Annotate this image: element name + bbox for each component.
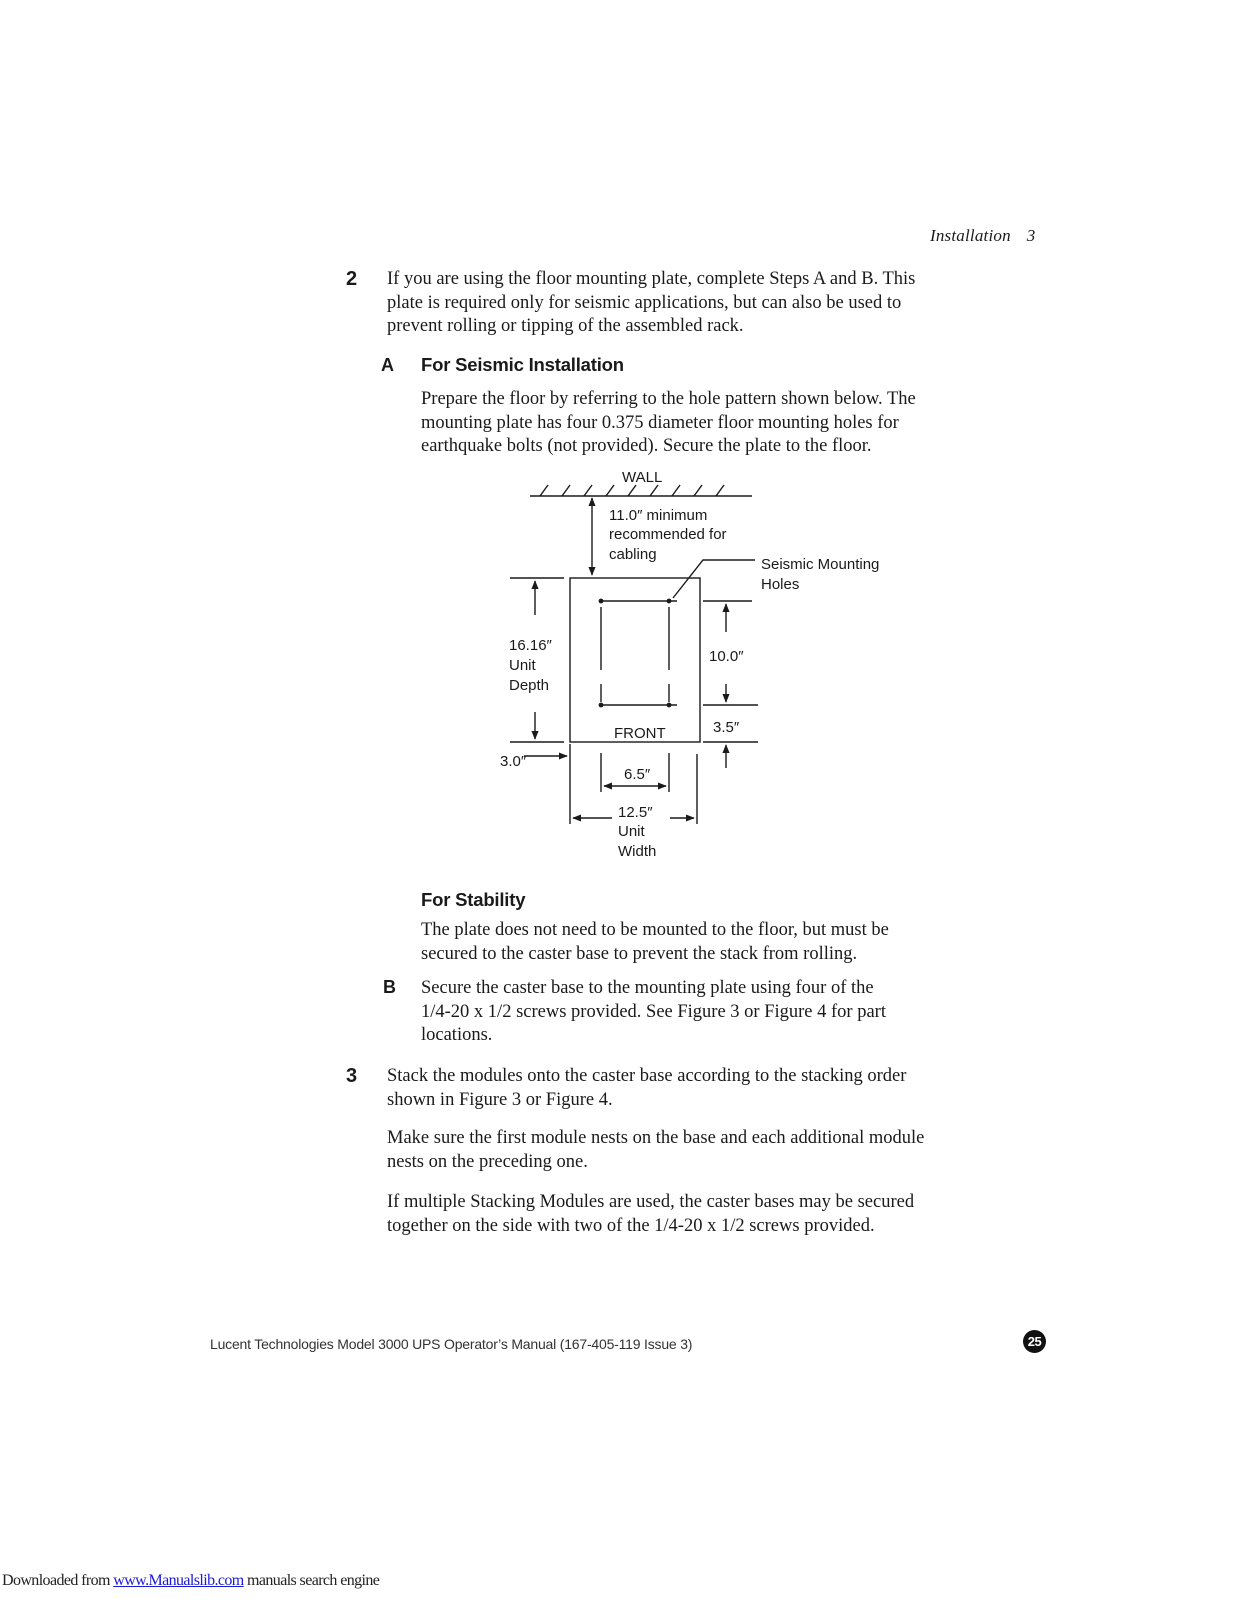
unit-outline	[570, 578, 700, 742]
floor-hole-pattern-diagram	[490, 462, 910, 872]
seismic-holes-leader	[673, 560, 755, 598]
step-2-text	[387, 268, 915, 339]
page-number-badge: 25	[1023, 1330, 1046, 1353]
stability-heading: For Stability	[421, 889, 526, 910]
download-watermark	[2, 1572, 379, 1590]
step-3-p1-line-1: Stack the modules onto the caster base according to the stacking order	[387, 1066, 907, 1086]
mounting-hole-marks	[599, 599, 672, 708]
front-offset-dimension	[703, 742, 758, 768]
step-3-p1-line-2: shown in Figure 3 or Figure 4.	[387, 1089, 613, 1110]
step-a-text	[421, 388, 916, 459]
width-label-line-2: Unit	[618, 823, 645, 840]
clearance-label-line-2: recommended for	[609, 526, 727, 543]
step-2-line-2: plate is required only for seismic applications, but can also be used to	[387, 292, 902, 313]
step-3-number: 3	[346, 1065, 358, 1087]
step-2-number: 2	[346, 268, 358, 290]
hole-width-spacing-label: 6.5″	[624, 766, 651, 783]
hole-depth-spacing-label: 10.0″	[709, 648, 744, 665]
seismic-installation-heading: For Seismic Installation	[421, 354, 624, 375]
step-a-line-1: Prepare the floor by referring to the hole pattern shown below. The	[421, 389, 916, 409]
depth-label-line-3: Depth	[509, 677, 550, 694]
step-3-p2-line-2: nests on the preceding one.	[387, 1151, 588, 1172]
front-label: FRONT	[614, 725, 666, 742]
front-offset-label: 3.5″	[713, 719, 740, 736]
watermark-suffix: manuals search engine	[243, 1572, 380, 1589]
depth-label-line-1: 16.16″	[509, 637, 552, 654]
clearance-label-line-1: 11.0″ minimum	[609, 507, 708, 524]
step-3-paragraph-3	[387, 1191, 914, 1238]
stability-line-2: secured to the caster base to prevent the stack from rolling.	[421, 943, 858, 964]
step-b-line-1: Secure the caster base to the mounting plate using four of the	[421, 978, 874, 998]
step-b-line-2: 1/4-20 x 1/2 screws provided. See Figure 3 or Figure 4 for part	[421, 1001, 886, 1022]
step-2-line-1: If you are using the floor mounting plate, complete Steps A and B. This	[387, 269, 916, 289]
width-label-line-3: Width	[618, 843, 657, 860]
side-offset-label: 3.0″	[500, 753, 527, 770]
header-chapter-number: 3	[1026, 226, 1036, 245]
running-header	[930, 226, 1036, 246]
step-b-line-3: locations.	[421, 1025, 493, 1045]
step-3-p3-line-1: If multiple Stacking Modules are used, the caster bases may be secured	[387, 1192, 915, 1212]
step-a-letter: A	[381, 355, 394, 375]
wall-label: WALL	[622, 469, 663, 486]
step-3-p2-line-1: Make sure the first module nests on the base and each additional module	[387, 1128, 925, 1148]
depth-label-line-2: Unit	[509, 657, 536, 674]
step-a-line-2: mounting plate has four 0.375 diameter floor mounting holes for	[421, 412, 899, 433]
seismic-holes-label-line-1: Seismic Mounting	[761, 556, 880, 573]
step-2-line-3: prevent rolling or tipping of the assembled rack.	[387, 316, 744, 336]
width-label-line-1: 12.5″	[618, 804, 653, 821]
watermark-prefix: Downloaded from	[2, 1572, 114, 1589]
stability-line-1: The plate does not need to be mounted to the floor, but must be	[421, 920, 889, 940]
seismic-holes-label-line-2: Holes	[761, 576, 800, 593]
manual-footer-title: Lucent Technologies Model 3000 UPS Operator’s Manual (167-405-119 Issue 3)	[210, 1336, 693, 1352]
step-a-line-3: earthquake bolts (not provided). Secure the plate to the floor.	[421, 436, 872, 456]
wall-hatching	[540, 485, 724, 496]
header-section: Installation	[930, 226, 1011, 245]
step-b-text	[421, 977, 886, 1048]
step-b-letter: B	[383, 977, 396, 997]
step-3-paragraph-1	[387, 1065, 906, 1112]
hole-pattern-lines	[601, 601, 677, 705]
step-3-paragraph-2	[387, 1127, 924, 1174]
manualslib-link[interactable]: www.Manualslib.com	[113, 1572, 244, 1589]
clearance-label-line-3: cabling	[609, 546, 657, 563]
stability-text	[421, 919, 889, 966]
step-3-p3-line-2: together on the side with two of the 1/4-20 x 1/2 screws provided.	[387, 1215, 875, 1236]
